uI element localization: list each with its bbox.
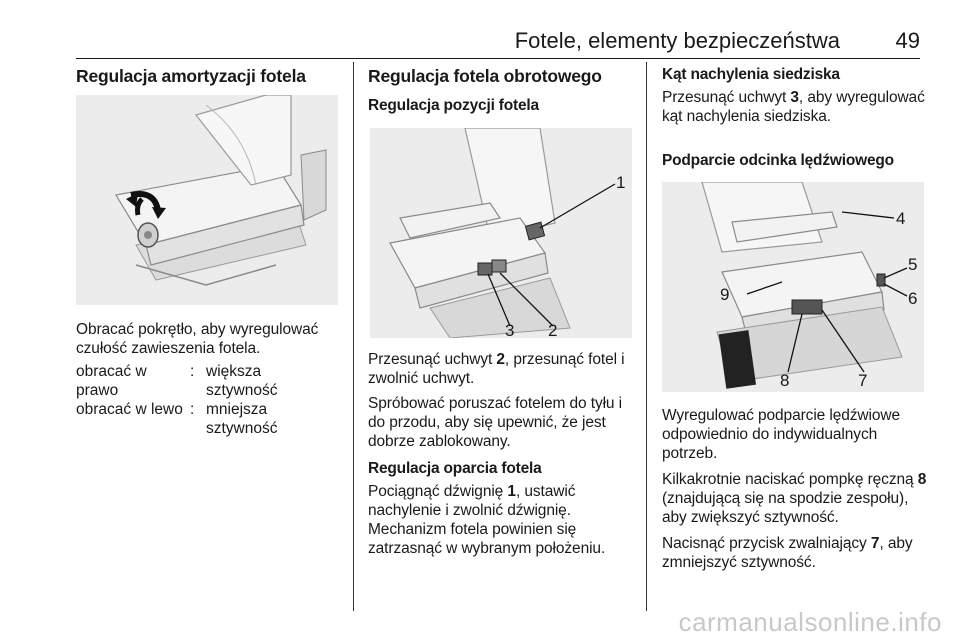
page-number: 49 (895, 28, 920, 53)
result-line: sztywność (206, 382, 278, 399)
text-run: , aby zmniejszyć sztywność. (662, 535, 913, 571)
section-heading-suspension: Regulacja amortyzacji fotela (76, 66, 306, 86)
figure-seat-suspension (76, 95, 338, 305)
text-run: Pociągnąć dźwignię (368, 483, 508, 500)
section-heading-swivel: Regulacja fotela obrotowego (368, 66, 602, 86)
result-line: mniejsza (206, 401, 268, 418)
paragraph-suspension: Obracać pokrętło, aby wyregulować czułość zawieszenia fotela. (76, 321, 319, 357)
text-run: , ustawić nachylenie i zwolnić dźwignię. Mechanizm fotela powinien się zatrzasnąć w wybranym położeniu. (368, 483, 606, 557)
text-run: , przesunąć fotel i zwolnić uchwyt. (368, 351, 625, 387)
figure-label-9: 9 (720, 285, 730, 304)
paragraph-lumbar-adjust: Wyregulować podparcie lędźwiowe odpowiednio do indywidualnych potrzeb. (662, 407, 900, 462)
table-row (76, 362, 346, 400)
figure-label-8: 8 (780, 371, 790, 390)
table-cell-action (76, 362, 190, 400)
figure-label-6: 6 (908, 289, 918, 308)
header-divider (76, 58, 920, 59)
figure-label-7: 7 (858, 371, 868, 390)
paragraph-check-lock: Spróbować poruszać fotelem do tyłu i do przodu, aby się upewnić, że jest dobrze zablokowany. (368, 395, 623, 450)
table-cell-result (206, 400, 346, 438)
item-number: 3 (790, 89, 799, 106)
paragraph-backrest (368, 482, 636, 558)
table-cell-action (76, 400, 190, 438)
table-row (76, 400, 346, 438)
item-number: 7 (870, 535, 880, 552)
paragraph-tilt (662, 88, 932, 126)
text-run: , aby wyregulować kąt nachylenia siedziska. (662, 89, 925, 125)
text-run: (znajdującą się na spodzie zespołu), aby zwiększyć sztywność. (662, 490, 909, 526)
table-cell-result (206, 362, 346, 400)
action-line: prawo (76, 382, 119, 399)
text-run: Przesunąć uchwyt (662, 89, 791, 106)
action-line: obracać w lewo (76, 401, 183, 418)
figure-seat-position (370, 128, 632, 338)
paragraph-lumbar-pump (662, 470, 932, 527)
table-cell-sep: : (190, 401, 195, 418)
text-run: Przesunąć uchwyt (368, 351, 497, 368)
subheading-tilt: Kąt nachylenia siedziska (662, 66, 840, 83)
subheading-position: Regulacja pozycji fotela (368, 97, 539, 114)
text-run: Kilkakrotnie naciskać pompkę ręczną (662, 471, 918, 488)
item-number: 8 (917, 471, 927, 488)
action-line: obracać w (76, 363, 147, 380)
figure-label-3: 3 (505, 321, 515, 338)
watermark: carmanualsonline.info (678, 607, 942, 637)
figure-lumbar-support (662, 182, 924, 392)
subheading-backrest: Regulacja oparcia fotela (368, 460, 542, 477)
table-cell-sep: : (190, 363, 195, 380)
column-divider-1 (353, 62, 354, 611)
text-run: Nacisnąć przycisk zwalniający (662, 535, 871, 552)
figure-label-5: 5 (908, 255, 918, 274)
subheading-lumbar: Podparcie odcinka lędźwiowego (662, 152, 894, 169)
item-number: 2 (496, 351, 505, 368)
suspension-table (76, 362, 346, 438)
figure-label-4: 4 (896, 209, 906, 228)
item-number: 1 (507, 483, 516, 500)
result-line: większa (206, 363, 262, 380)
result-line: sztywność (206, 420, 278, 437)
paragraph-move-handle (368, 350, 636, 388)
paragraph-lumbar-release (662, 534, 932, 572)
figure-label-1: 1 (616, 173, 626, 192)
figure-label-2: 2 (548, 321, 558, 338)
column-divider-2 (646, 62, 647, 611)
page-header-title: Fotele, elementy bezpieczeństwa (514, 28, 840, 53)
